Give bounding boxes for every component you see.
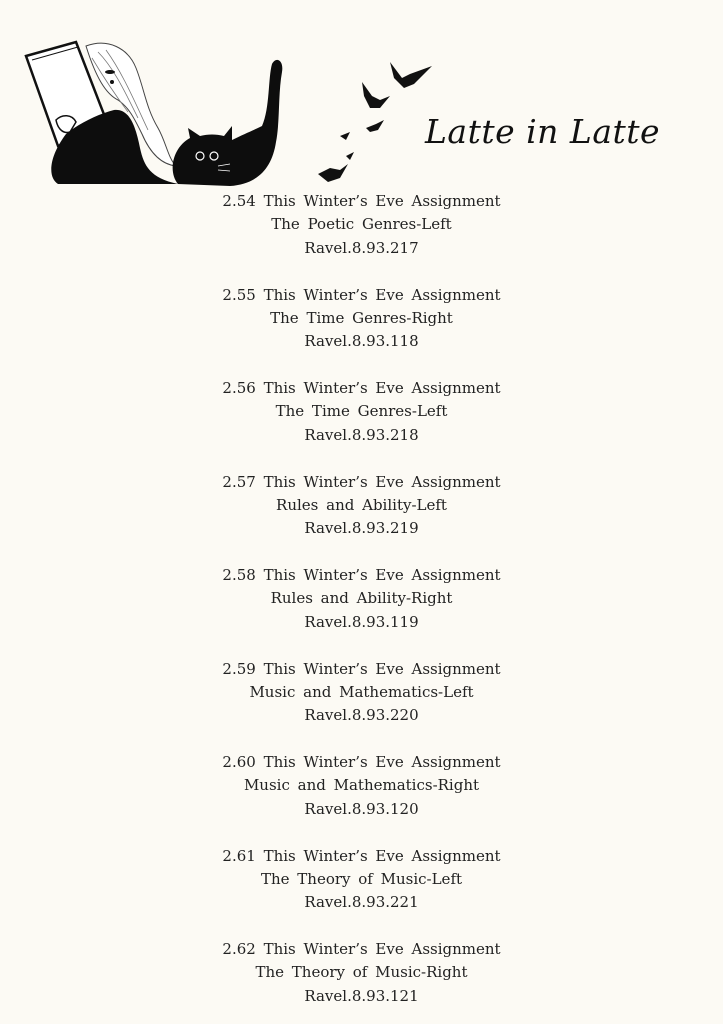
brand-title: Latte in Latte [425,112,661,151]
entry-heading: 2.54 This Winter’s Eve Assignment [222,192,501,210]
girl-reading-with-cat-illustration [18,38,290,190]
entry-heading: 2.55 This Winter’s Eve Assignment [222,285,501,304]
entry-subtitle: Rules and Ability-Right [270,589,453,608]
entry-heading: 2.61 This Winter’s Eve Assignment [222,846,501,865]
entry-heading: 2.57 This Winter’s Eve Assignment [222,472,501,491]
list-item [0,938,723,1008]
header [0,0,723,200]
list-item [0,751,723,821]
entry-code: Ravel.8.93.221 [304,893,419,912]
entry-code: Ravel.8.93.218 [304,425,419,444]
entry-subtitle: Rules and Ability-Left [276,495,447,514]
list-item [0,471,723,541]
entry-code: Ravel.8.93.120 [304,799,419,818]
entry-heading: 2.58 This Winter’s Eve Assignment [222,566,501,584]
entry-subtitle: Music and Mathematics-Right [243,776,480,795]
entry-code: Ravel.8.93.219 [304,519,419,538]
list-item [0,845,723,915]
entry-subtitle: Music and Mathematics-Left [249,682,474,701]
entry-code: Ravel.8.93.118 [304,332,419,351]
entry-code: Ravel.8.93.217 [304,238,419,257]
list-item [0,190,723,260]
list-item [0,377,723,447]
entry-subtitle: The Theory of Music-Right [255,963,468,982]
entry-code: Ravel.8.93.121 [304,986,419,1005]
entry-code: Ravel.8.93.119 [304,612,419,631]
entry-subtitle: The Theory of Music-Left [260,869,463,888]
entry-subtitle: The Time Genres-Right [270,308,453,327]
entry-subtitle: The Time Genres-Left [275,402,448,421]
entry-heading: 2.56 This Winter’s Eve Assignment [222,379,501,397]
list-item [0,564,723,634]
entry-subtitle: The Poetic Genres-Left [271,215,452,234]
entry-heading: 2.62 This Winter’s Eve Assignment [222,940,501,958]
entry-heading: 2.60 This Winter’s Eve Assignment [222,753,501,771]
entry-code: Ravel.8.93.220 [304,706,419,725]
entry-heading: 2.59 This Winter’s Eve Assignment [222,659,501,678]
list-item [0,658,723,728]
list-item [0,284,723,354]
